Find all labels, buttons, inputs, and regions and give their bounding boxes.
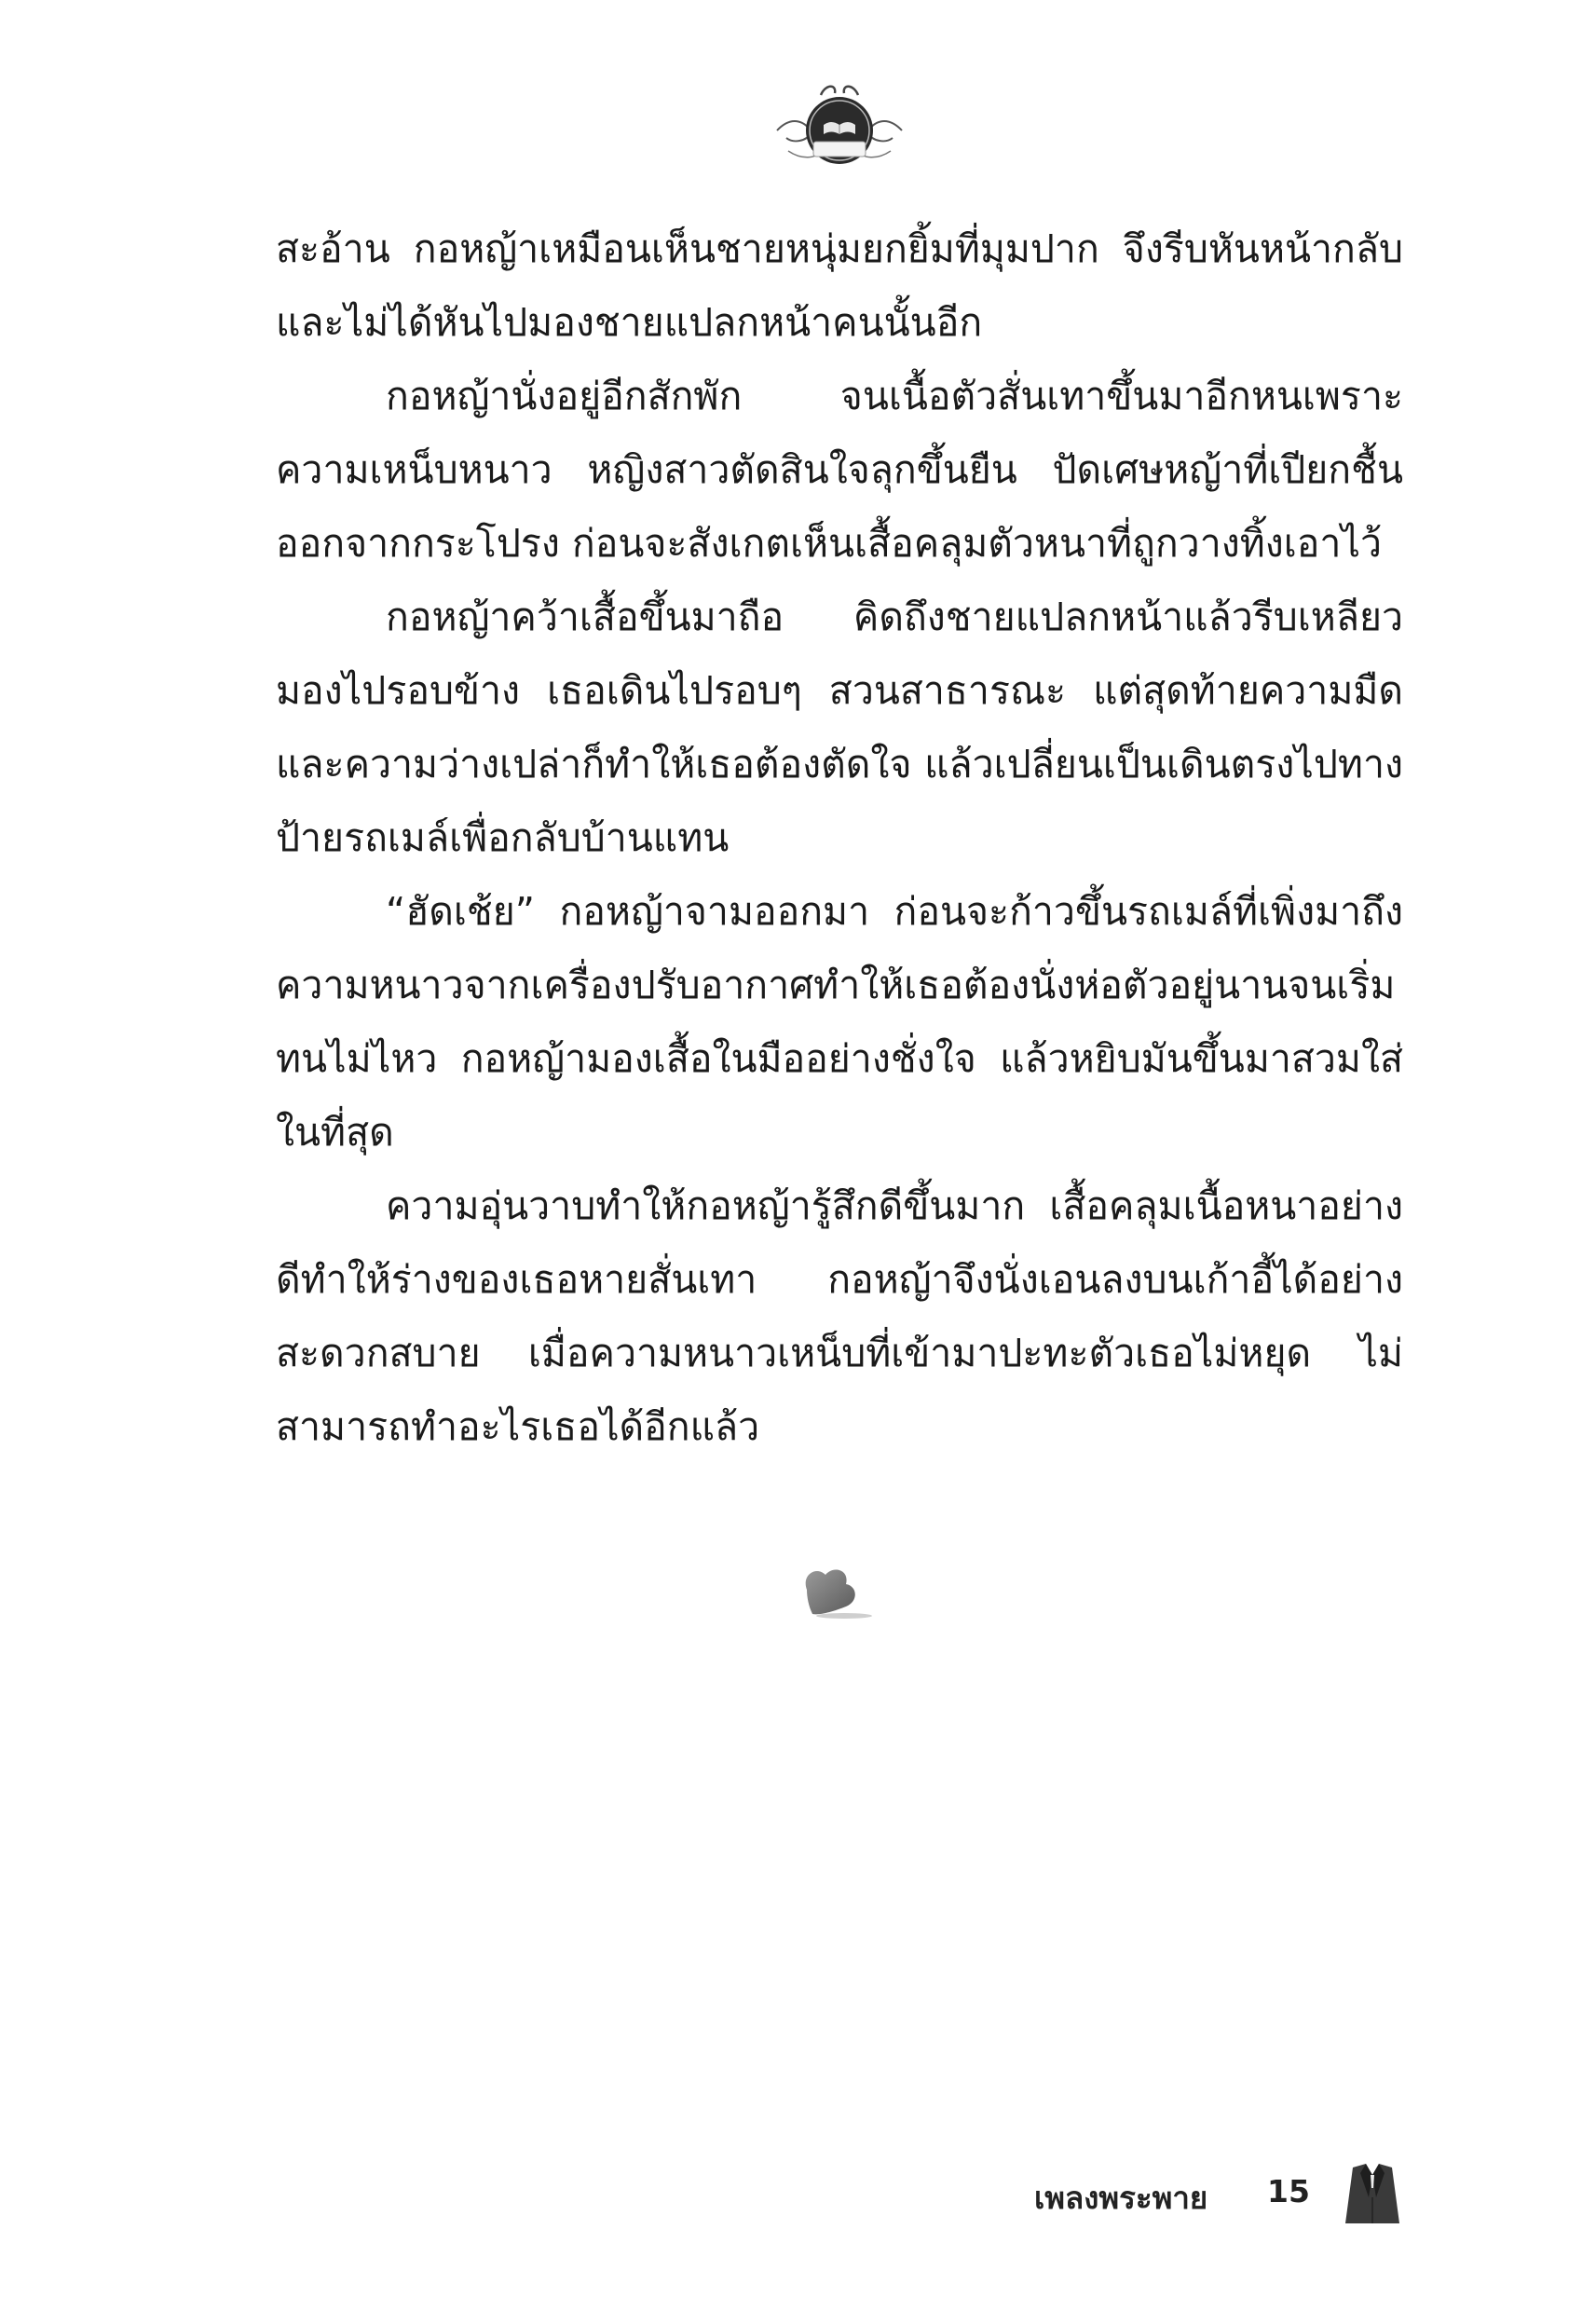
- page-footer: [1034, 2160, 1425, 2235]
- section-divider: [792, 1554, 885, 1629]
- suit-jacket-icon: [1340, 2160, 1405, 2227]
- ornamental-emblem-icon: [770, 76, 909, 170]
- paragraph: “ฮัดเช้ย” กอหญ้าจามออกมา ก่อนจะก้าวขึ้นรถเมล์ที่เพิ่งมาถึง ความหนาวจากเครื่องปรับอากาศทำให้เธอต้องนั่งห่อตัวอยู่นานจนเริ่มทนไม่ไหว กอหญ้ามองเสื้อในมืออย่างชั่งใจ แล้วหยิบมันขึ้นมาสวมใส่ในที่สุด: [276, 889, 1403, 1155]
- paragraph: กอหญ้าคว้าเสื้อขึ้นมาถือ คิดถึงชายแปลกหน้าแล้วรีบเหลียวมองไปรอบข้าง เธอเดินไปรอบๆ สวนสาธารณะ แต่สุดท้ายความมืดและความว่างเปล่าก็ทำให้เธอต้องตัดใจ แล้วเปลี่ยนเป็นเดินตรงไปทางป้ายรถเมล์เพื่อกลับบ้านแทน: [276, 595, 1403, 860]
- paragraph-continuation: สะอ้าน กอหญ้าเหมือนเห็นชายหนุ่มยกยิ้มที่มุมปาก จึงรีบหันหน้ากลับและไม่ได้หันไปมองชายแปลกหน้าคนนั้นอีก: [276, 226, 1403, 345]
- paragraph: กอหญ้านั่งอยู่อีกสักพัก จนเนื้อตัวสั่นเทาขึ้นมาอีกหนเพราะความเหน็บหนาว หญิงสาวตัดสินใจลุกขึ้นยืน ปัดเศษหญ้าที่เปียกชื้นออกจากกระโปรง ก่อนจะสังเกตเห็นเสื้อคลุมตัวหนาที่ถูกวางทิ้งเอาไว้: [276, 374, 1403, 566]
- page-number: 15: [1267, 2173, 1310, 2209]
- story-body: [276, 212, 1403, 1464]
- book-title: เพลงพระพาย: [1034, 2180, 1208, 2216]
- paragraph: ความอุ่นวาบทำให้กอหญ้ารู้สึกดีขึ้นมาก เสื้อคลุมเนื้อหนาอย่างดีทำให้ร่างของเธอหายสั่นเทา กอหญ้าจึงนั่งเอนลงบนเก้าอี้ได้อย่างสะดวกสบาย เมื่อความหนาวเหน็บที่เข้ามาปะทะตัวเธอไม่หยุด ไม่สามารถทำอะไรเธอได้อีกแล้ว: [276, 1183, 1403, 1449]
- header-emblem: [770, 76, 909, 170]
- heart-icon: [792, 1554, 885, 1629]
